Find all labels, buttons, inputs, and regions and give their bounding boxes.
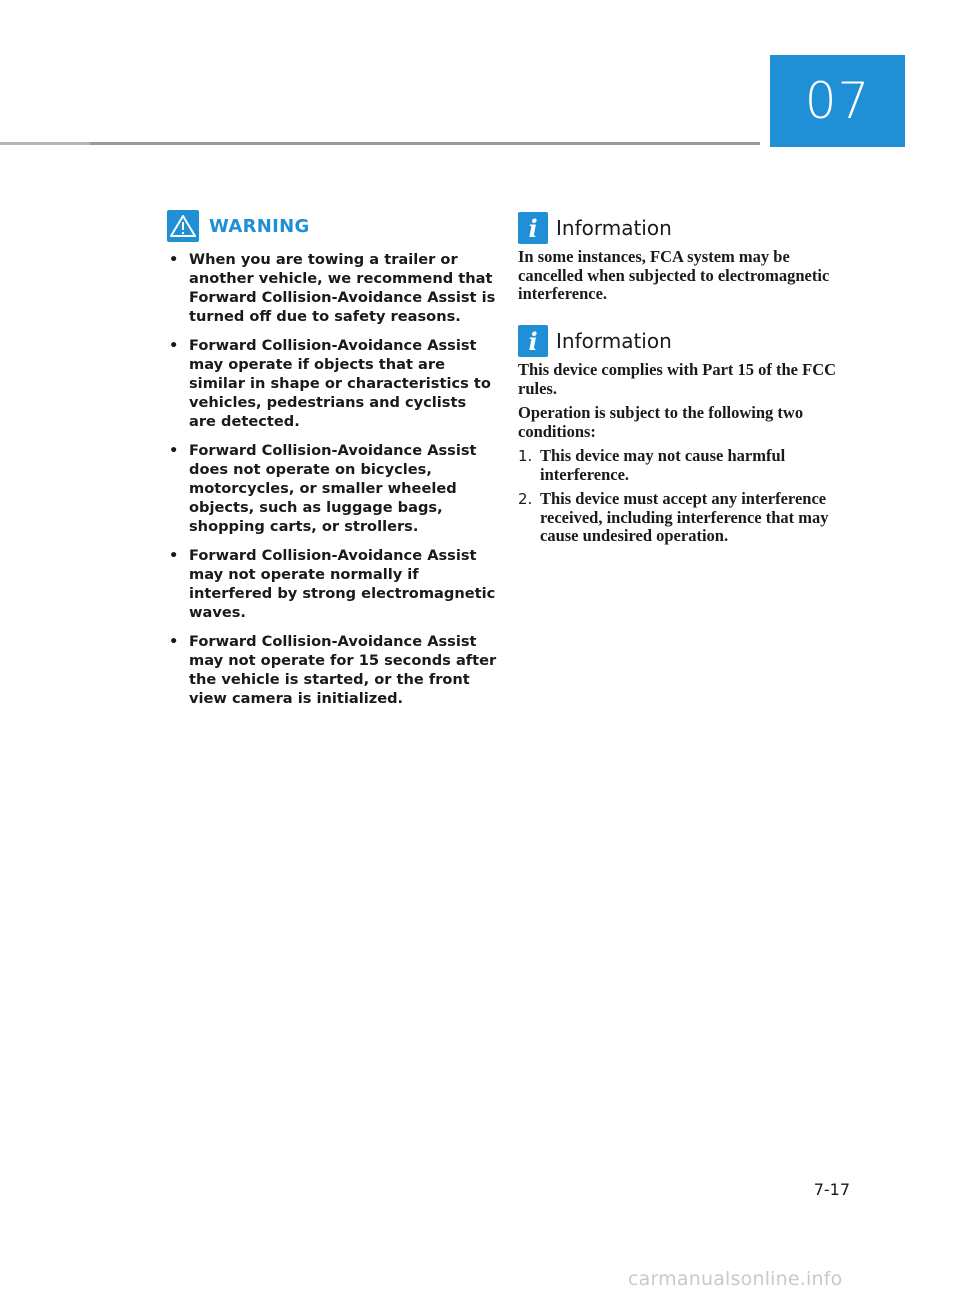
conditions-list (518, 447, 838, 546)
condition-text: This device may not cause harmful interference. (540, 446, 786, 484)
condition-number: 1. (518, 447, 533, 465)
information-section-1 (518, 212, 838, 310)
warning-item: • Forward Collision-Avoidance Assist does not operate on bicycles, motorcycles, or smaller wheeled objects, such as luggage bags, shopping carts, or strollers. (169, 442, 477, 535)
warning-item: • When you are towing a trailer or another vehicle, we recommend that Forward Collision-Avoidance Assist is turned off due to safety reasons. (169, 251, 496, 325)
header-rule-segment (90, 142, 760, 145)
information-title: Information (556, 329, 672, 353)
warning-list (167, 250, 497, 708)
warning-item-text: Forward Collision-Avoidance Assist may operate if objects that are similar in shape or characteristics to vehicles, pedestrians and cyclists are detected. (189, 337, 491, 430)
information-header (518, 212, 838, 244)
warning-item-text: When you are towing a trailer or another vehicle, we recommend that Forward Collision-Avoidance Assist is turned off due to safety reasons. (189, 251, 496, 325)
condition-item (518, 490, 838, 546)
condition-item (518, 447, 838, 484)
condition-number: 2. (518, 490, 533, 508)
warning-item: • Forward Collision-Avoidance Assist may not operate normally if interfered by strong electromagnetic waves. (169, 547, 496, 621)
info-i-icon: i (518, 212, 548, 244)
warning-item-text: Forward Collision-Avoidance Assist may not operate normally if interfered by strong electromagnetic waves. (189, 547, 496, 621)
information-section-2 (518, 325, 838, 552)
warning-title: WARNING (209, 215, 310, 237)
warning-item-text: Forward Collision-Avoidance Assist does not operate on bicycles, motorcycles, or smaller wheeled objects, such as luggage bags, shopping carts, or strollers. (189, 442, 477, 535)
information-title: Information (556, 216, 672, 240)
warning-item: • Forward Collision-Avoidance Assist may not operate for 15 seconds after the vehicle is started, or the front view camera is initialized. (169, 633, 497, 707)
information-header (518, 325, 838, 357)
watermark: carmanualsonline.info (628, 1268, 843, 1290)
condition-text: This device must accept any interference received, including interference that may cause undesired operation. (540, 489, 829, 545)
information-text: In some instances, FCA system may be cancelled when subjected to electromagnetic interference. (518, 247, 830, 303)
warning-triangle-icon (167, 210, 199, 242)
info-i-icon: i (518, 325, 548, 357)
chapter-number: 07 (804, 72, 871, 130)
warning-item-text: Forward Collision-Avoidance Assist may not operate for 15 seconds after the vehicle is started, or the front view camera is initialized. (189, 633, 497, 707)
warning-header (167, 210, 497, 242)
warning-section (167, 210, 497, 718)
information-text: This device complies with Part 15 of the FCC rules. (518, 360, 837, 398)
chapter-tab (770, 55, 905, 147)
information-text: Operation is subject to the following two conditions: (518, 403, 804, 441)
warning-item: • Forward Collision-Avoidance Assist may operate if objects that are similar in shape or characteristics to vehicles, pedestrians and cyclists are detected. (169, 337, 491, 430)
page-number: 7-17 (813, 1180, 850, 1199)
